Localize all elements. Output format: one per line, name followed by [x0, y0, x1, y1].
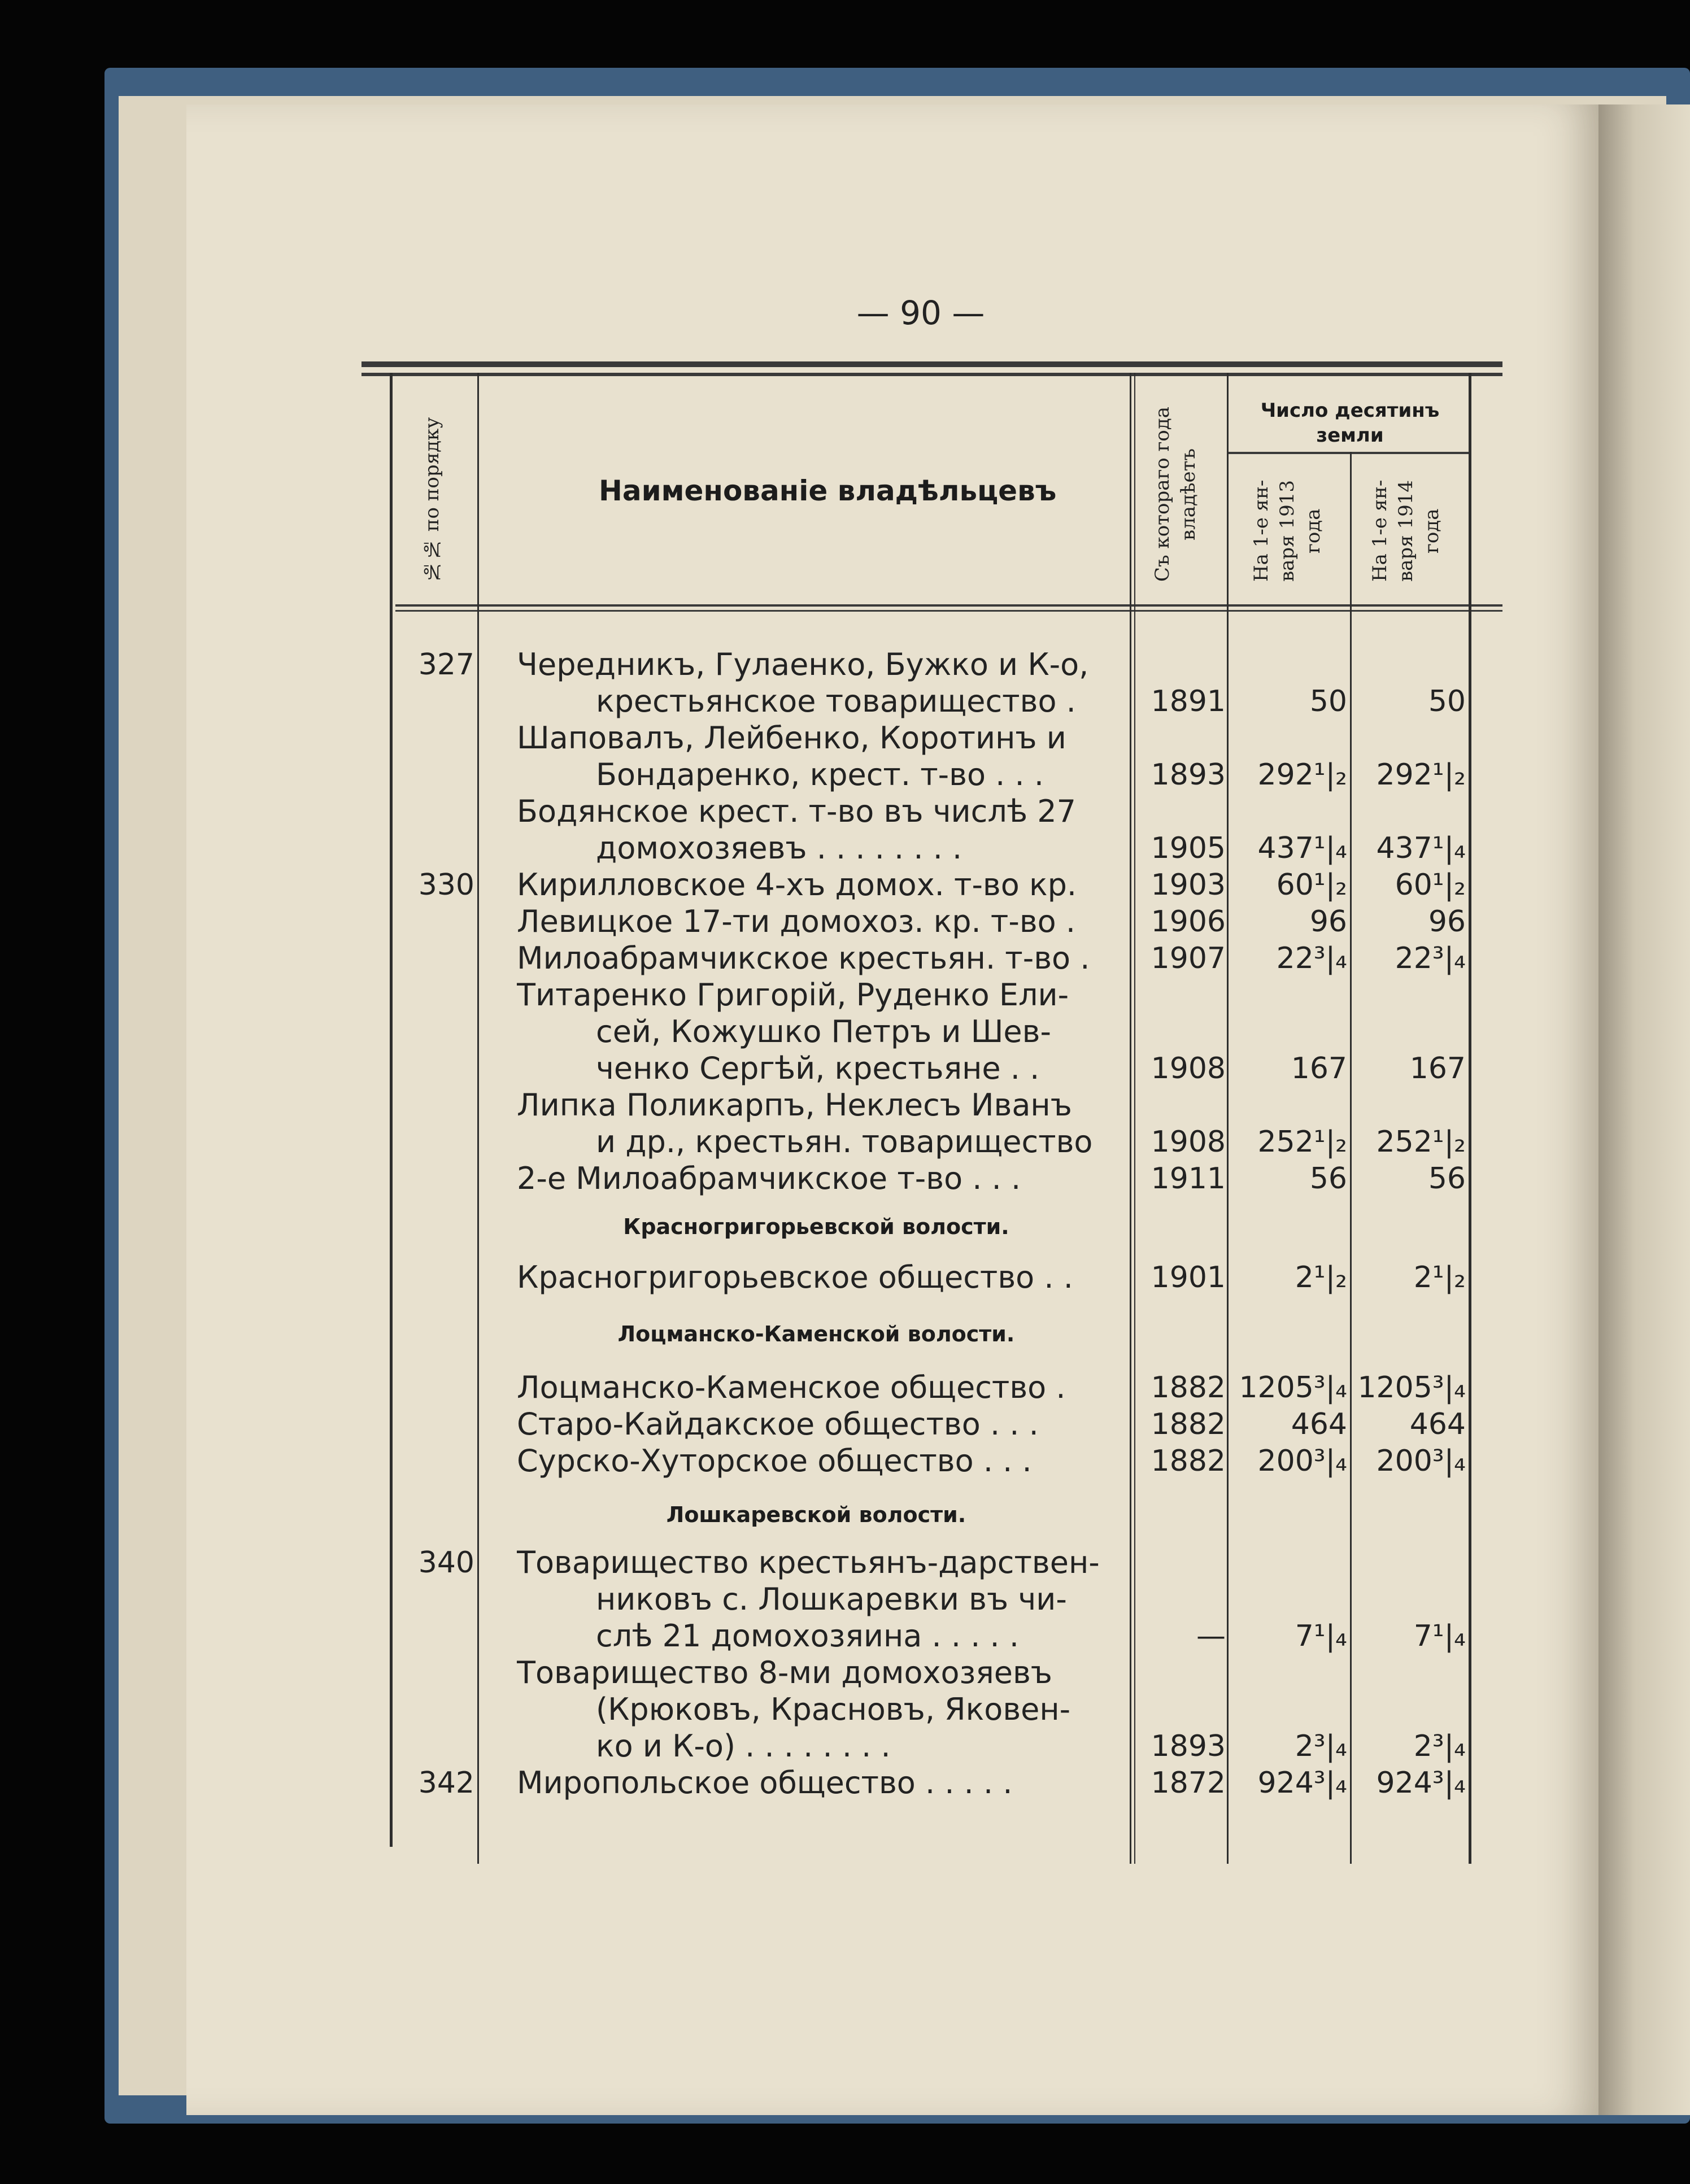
owner-name: Лоцманско-Каменское общество . — [517, 1370, 1066, 1405]
owner-name: Миропольское общество . . . . . — [517, 1765, 1013, 1801]
page-number: — 90 — — [856, 294, 985, 332]
header-year-text: Съ котораго года владѣетъ — [1151, 406, 1200, 582]
header-bottom-rule — [395, 604, 1502, 607]
owner-name: и др., крестьян. товарищество — [596, 1124, 1093, 1159]
section-heading: Лошкаревской волости. — [666, 1502, 966, 1527]
table-row — [0, 683, 1690, 720]
desyatin-1913: 292¹|₂ — [1257, 758, 1347, 792]
table-row — [0, 647, 1690, 683]
table-top-rule — [361, 361, 1502, 367]
header-1914-column: На 1-е ян-варя 1914 года — [1369, 479, 1443, 582]
desyatin-1913: 96 — [1309, 905, 1347, 939]
owner-name: Чередникъ, Гулаенко, Бужко и К-о, — [517, 647, 1089, 682]
header-owner-name: Наименованіе владѣльцевъ — [599, 474, 1057, 507]
desyatin-1914: 1205³|₄ — [1357, 1371, 1466, 1405]
since-year: 1893 — [1151, 1729, 1226, 1763]
table-row — [0, 1050, 1690, 1087]
table-row — [0, 1443, 1690, 1479]
desyatin-1914: 200³|₄ — [1376, 1444, 1466, 1478]
desyatin-1913: 252¹|₂ — [1257, 1125, 1347, 1159]
table-row — [0, 1618, 1690, 1654]
owner-name: Липка Поликарпъ, Неклесъ Иванъ — [517, 1087, 1072, 1123]
since-year: 1882 — [1151, 1371, 1226, 1405]
owner-name: Бондаренко, крест. т-во . . . — [596, 757, 1044, 792]
table-row — [0, 1406, 1690, 1442]
header-bottom-rule-2 — [395, 610, 1502, 612]
table-row — [0, 794, 1690, 830]
since-year: 1882 — [1151, 1407, 1226, 1441]
owner-name: Товарищество крестьянъ-дарствен- — [517, 1545, 1100, 1580]
since-year: — — [1196, 1619, 1226, 1653]
row-number: 327 — [418, 648, 474, 682]
table-row — [0, 1370, 1690, 1406]
since-year: 1911 — [1151, 1162, 1226, 1196]
desyatin-1914: 2¹|₂ — [1413, 1261, 1466, 1294]
table-row — [0, 1692, 1690, 1728]
table-row — [0, 1655, 1690, 1691]
since-year: 1906 — [1151, 905, 1226, 939]
desyatin-1913: 437¹|₄ — [1257, 831, 1347, 865]
desyatin-1913: 167 — [1291, 1052, 1347, 1086]
owner-name: Шаповалъ, Лейбенко, Коротинъ и — [517, 720, 1066, 756]
desyatin-1913: 2³|₄ — [1295, 1729, 1347, 1763]
desyatin-1913: 50 — [1309, 685, 1347, 718]
table-row — [0, 977, 1690, 1013]
header-num-column: №№ по порядку — [421, 417, 443, 583]
section-heading: Красногригорьевской волости. — [623, 1214, 1009, 1239]
table-row — [0, 940, 1690, 977]
owner-name: сей, Кожушко Петръ и Шев- — [596, 1014, 1051, 1049]
desyatin-1914: 96 — [1428, 905, 1466, 939]
desyatin-1913: 56 — [1309, 1162, 1347, 1196]
desyatin-1914: 56 — [1428, 1162, 1466, 1196]
since-year: 1908 — [1151, 1052, 1226, 1086]
since-year: 1893 — [1151, 758, 1226, 792]
since-year: 1872 — [1151, 1766, 1226, 1800]
owner-name: Титаренко Григорій, Руденко Ели- — [517, 977, 1069, 1013]
table-row — [0, 830, 1690, 866]
table-row — [0, 1581, 1690, 1618]
desyatin-1914: 50 — [1428, 685, 1466, 718]
header-land-group: Число десятинъ земли — [1260, 399, 1440, 447]
since-year: 1891 — [1151, 685, 1226, 718]
since-year: 1907 — [1151, 941, 1226, 975]
owner-name: (Крюковъ, Красновъ, Яковен- — [596, 1692, 1071, 1727]
desyatin-1914: 924³|₄ — [1376, 1766, 1466, 1800]
desyatin-1914: 292¹|₂ — [1376, 758, 1466, 792]
row-number: 330 — [418, 868, 474, 902]
owner-name: 2-е Милоабрамчикское т-во . . . — [517, 1161, 1021, 1196]
row-number: 342 — [418, 1766, 474, 1800]
row-number: 340 — [418, 1546, 474, 1580]
header-1913-column: На 1-е ян-варя 1913 года — [1250, 479, 1325, 582]
desyatin-1914: 2³|₄ — [1413, 1729, 1466, 1763]
desyatin-1914: 252¹|₂ — [1376, 1125, 1466, 1159]
owner-name: домохозяевъ . . . . . . . . — [596, 830, 962, 866]
owner-name: Левицкое 17-ти домохоз. кр. т-во . — [517, 904, 1076, 939]
desyatin-1913: 7¹|₄ — [1295, 1619, 1347, 1653]
since-year: 1908 — [1151, 1125, 1226, 1159]
header-year-column — [1149, 395, 1212, 593]
desyatin-1914: 60¹|₂ — [1395, 868, 1466, 902]
owner-name: ченко Сергѣй, крестьяне . . — [596, 1050, 1040, 1086]
table-row — [0, 1161, 1690, 1197]
table-row — [0, 757, 1690, 793]
desyatin-1913: 1205³|₄ — [1239, 1371, 1347, 1405]
table-top-rule-thin — [361, 373, 1502, 376]
desyatin-1913: 200³|₄ — [1257, 1444, 1347, 1478]
desyatin-1914: 464 — [1409, 1407, 1466, 1441]
owner-name: крестьянское товарищество . — [596, 683, 1076, 719]
table-row — [0, 1765, 1690, 1801]
table-row — [0, 1124, 1690, 1160]
table-row — [0, 1014, 1690, 1050]
since-year: 1901 — [1151, 1261, 1226, 1294]
owner-name: Товарищество 8-ми домохозяевъ — [517, 1655, 1052, 1690]
owner-name: Сурско-Хуторское общество . . . — [517, 1443, 1032, 1479]
desyatin-1914: 167 — [1409, 1052, 1466, 1086]
desyatin-1913: 2¹|₂ — [1295, 1261, 1347, 1294]
owner-name: Кирилловское 4-хъ домох. т-во кр. — [517, 867, 1077, 903]
since-year: 1903 — [1151, 868, 1226, 902]
table-row — [0, 720, 1690, 756]
table-row — [0, 904, 1690, 940]
table-row — [0, 1728, 1690, 1764]
desyatin-1913: 464 — [1291, 1407, 1347, 1441]
desyatin-1914: 7¹|₄ — [1413, 1619, 1466, 1653]
owner-name: Милоабрамчикское крестьян. т-во . — [517, 940, 1090, 976]
since-year: 1905 — [1151, 831, 1226, 865]
desyatin-1914: 437¹|₄ — [1376, 831, 1466, 865]
owner-name: ко и К-о) . . . . . . . . — [596, 1728, 891, 1764]
desyatin-1913: 924³|₄ — [1257, 1766, 1347, 1800]
table-row — [0, 1259, 1690, 1296]
owner-name: никовъ с. Лошкаревки въ чи- — [596, 1581, 1067, 1617]
table-row — [0, 1087, 1690, 1123]
owner-name: Бодянское крест. т-во въ числѣ 27 — [517, 794, 1077, 829]
desyatin-1913: 22³|₄ — [1276, 941, 1347, 975]
since-year: 1882 — [1151, 1444, 1226, 1478]
table-row — [0, 867, 1690, 903]
desyatin-1913: 60¹|₂ — [1276, 868, 1347, 902]
owner-name: Красногригорьевское общество . . — [517, 1259, 1073, 1295]
owner-name: слѣ 21 домохозяина . . . . . — [596, 1618, 1020, 1654]
owner-name: Старо-Кайдакское общество . . . — [517, 1406, 1039, 1442]
desyatin-1914: 22³|₄ — [1395, 941, 1466, 975]
table-row — [0, 1545, 1690, 1581]
section-heading: Лоцманско-Каменской волости. — [617, 1322, 1015, 1346]
